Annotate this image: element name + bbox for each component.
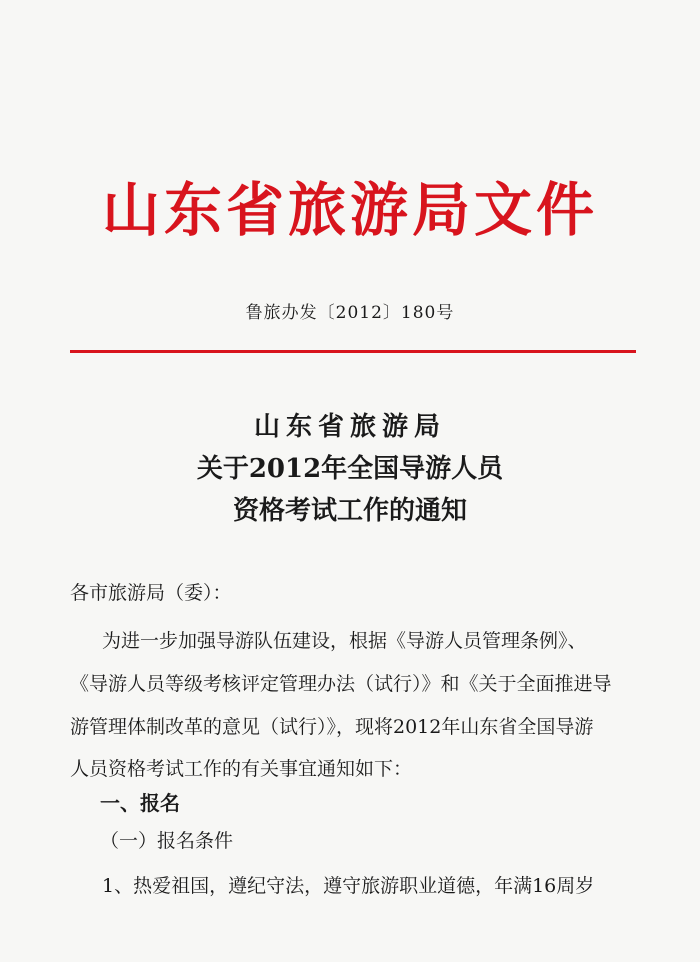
notice-title xyxy=(0,406,700,532)
paragraph-line: 人员资格考试工作的有关事宜通知如下： xyxy=(70,758,413,780)
salutation: 各市旅游局（委）： xyxy=(70,582,232,604)
list-item: 1、热爱祖国，遵纪守法，遵守旅游职业道德，年满16周岁 xyxy=(102,875,595,897)
notice-title-line-1: 山东省旅游局 xyxy=(253,412,446,442)
paragraph-line: 《导游人员等级考核评定管理办法（试行）》和《关于全面推进导 xyxy=(70,673,612,695)
section-heading: 一、报名 xyxy=(100,791,180,815)
red-divider-line xyxy=(70,350,636,353)
document-number: 鲁旅办发〔2012〕180号 xyxy=(245,303,455,323)
notice-title-line-3: 资格考试工作的通知 xyxy=(232,496,467,526)
paragraph-line: 游管理体制改革的意见（试行）》，现将2012年山东省全国导游 xyxy=(70,716,594,738)
paragraph-line: 为进一步加强导游队伍建设，根据《导游人员管理条例》、 xyxy=(102,630,587,652)
document-header-title: 山东省旅游局文件 xyxy=(101,176,598,244)
notice-title-line-2: 关于2012年全国导游人员 xyxy=(196,454,504,484)
subsection-heading: （一）报名条件 xyxy=(100,830,234,852)
